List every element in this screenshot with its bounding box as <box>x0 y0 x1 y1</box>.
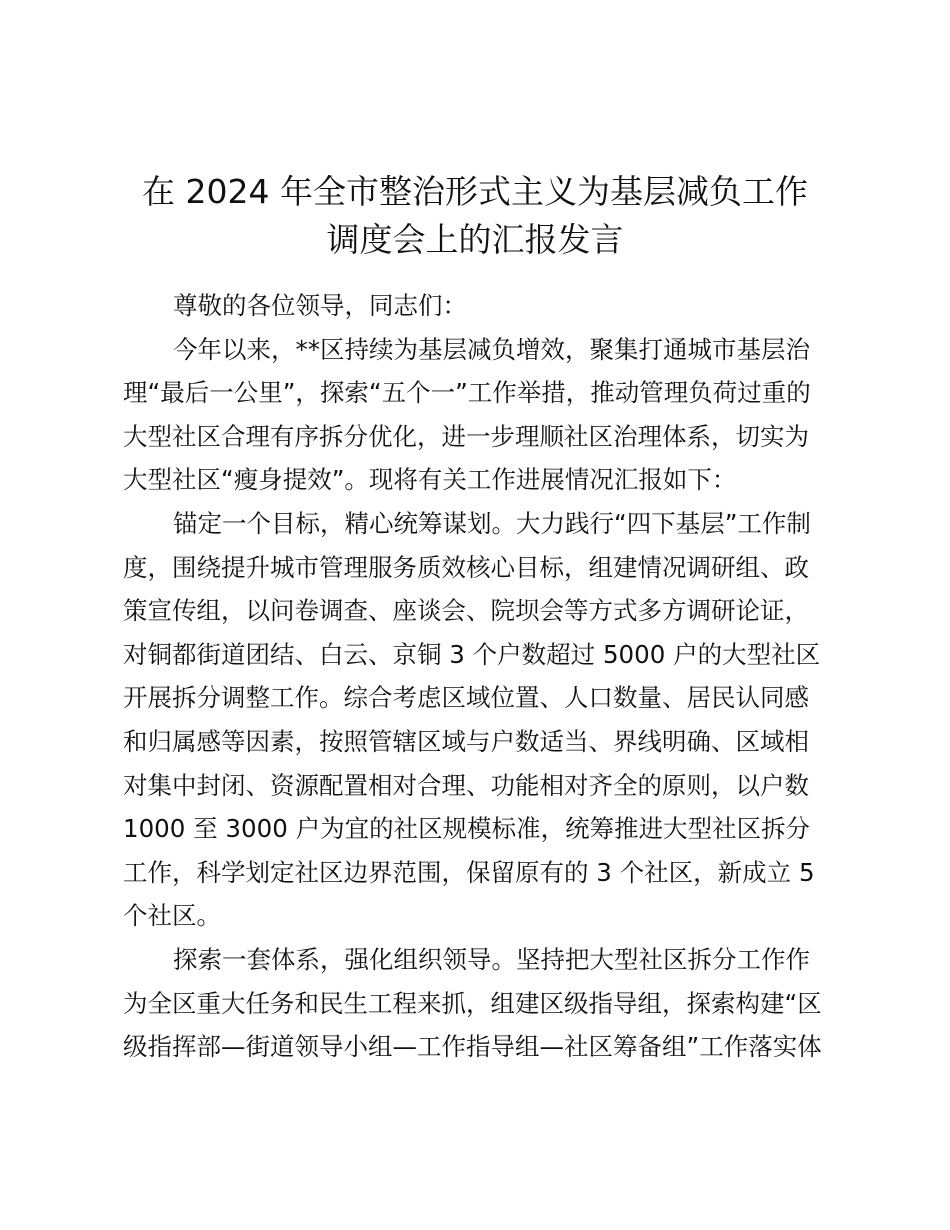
paragraph-goal-line: 锚定一个目标，精心统筹谋划。大力践行“四下基层”工作制 <box>173 508 811 538</box>
document-body <box>123 284 835 1069</box>
paragraph-intro-line: 大型社区合理有序拆分优化，进一步理顺社区治理体系，切实为 <box>123 421 809 451</box>
paragraph-goal-line: 对集中封闭、资源配置相对合理、功能相对齐全的原则，以户数 <box>123 770 809 800</box>
paragraph-goal-line: 个社区。 <box>123 901 221 931</box>
paragraph-system-line: 级指挥部—街道领导小组—工作指导组—社区筹备组”工作落实体 <box>123 1032 822 1062</box>
paragraph-goal-line: 对铜都街道团结、白云、京铜 3 个户数超过 5000 户的大型社区 <box>123 639 821 669</box>
paragraph-goal-line: 工作，科学划定社区边界范围，保留原有的 3 个社区，新成立 5 <box>123 857 815 887</box>
paragraph-system-line: 为全区重大任务和民生工程来抓，组建区级指导组，探索构建“区 <box>123 988 822 1018</box>
title-line-1: 在 2024 年全市整治形式主义为基层减负工作 <box>142 172 808 211</box>
paragraph-goal-line: 策宣传组，以问卷调查、座谈会、院坝会等方式多方调研论证， <box>123 596 809 626</box>
salutation: 尊敬的各位领导，同志们： <box>173 291 467 320</box>
paragraph-goal-line: 度，围绕提升城市管理服务质效核心目标，组建情况调研组、政 <box>123 552 809 582</box>
paragraph-intro-line: 大型社区“瘦身提效”。现将有关工作进展情况汇报如下： <box>123 465 737 495</box>
paragraph-goal-line: 1000 至 3000 户为宜的社区规模标准，统筹推进大型社区拆分 <box>123 814 811 844</box>
paragraph-intro-line: 今年以来，**区持续为基层减负增效，聚集打通城市基层治 <box>173 334 810 364</box>
paragraph-goal-line: 开展拆分调整工作。综合考虑区域位置、人口数量、居民认同感 <box>123 683 809 713</box>
title-line-2: 调度会上的汇报发言 <box>326 220 624 259</box>
paragraph-intro-line: 理“最后一公里”，探索“五个一”工作举措，推动管理负荷过重的 <box>123 378 811 408</box>
document-title <box>100 168 850 264</box>
paragraph-system-line: 探索一套体系，强化组织领导。坚持把大型社区拆分工作作 <box>173 944 810 974</box>
paragraph-goal-line: 和归属感等因素，按照管辖区域与户数适当、界线明确、区域相 <box>123 726 809 756</box>
